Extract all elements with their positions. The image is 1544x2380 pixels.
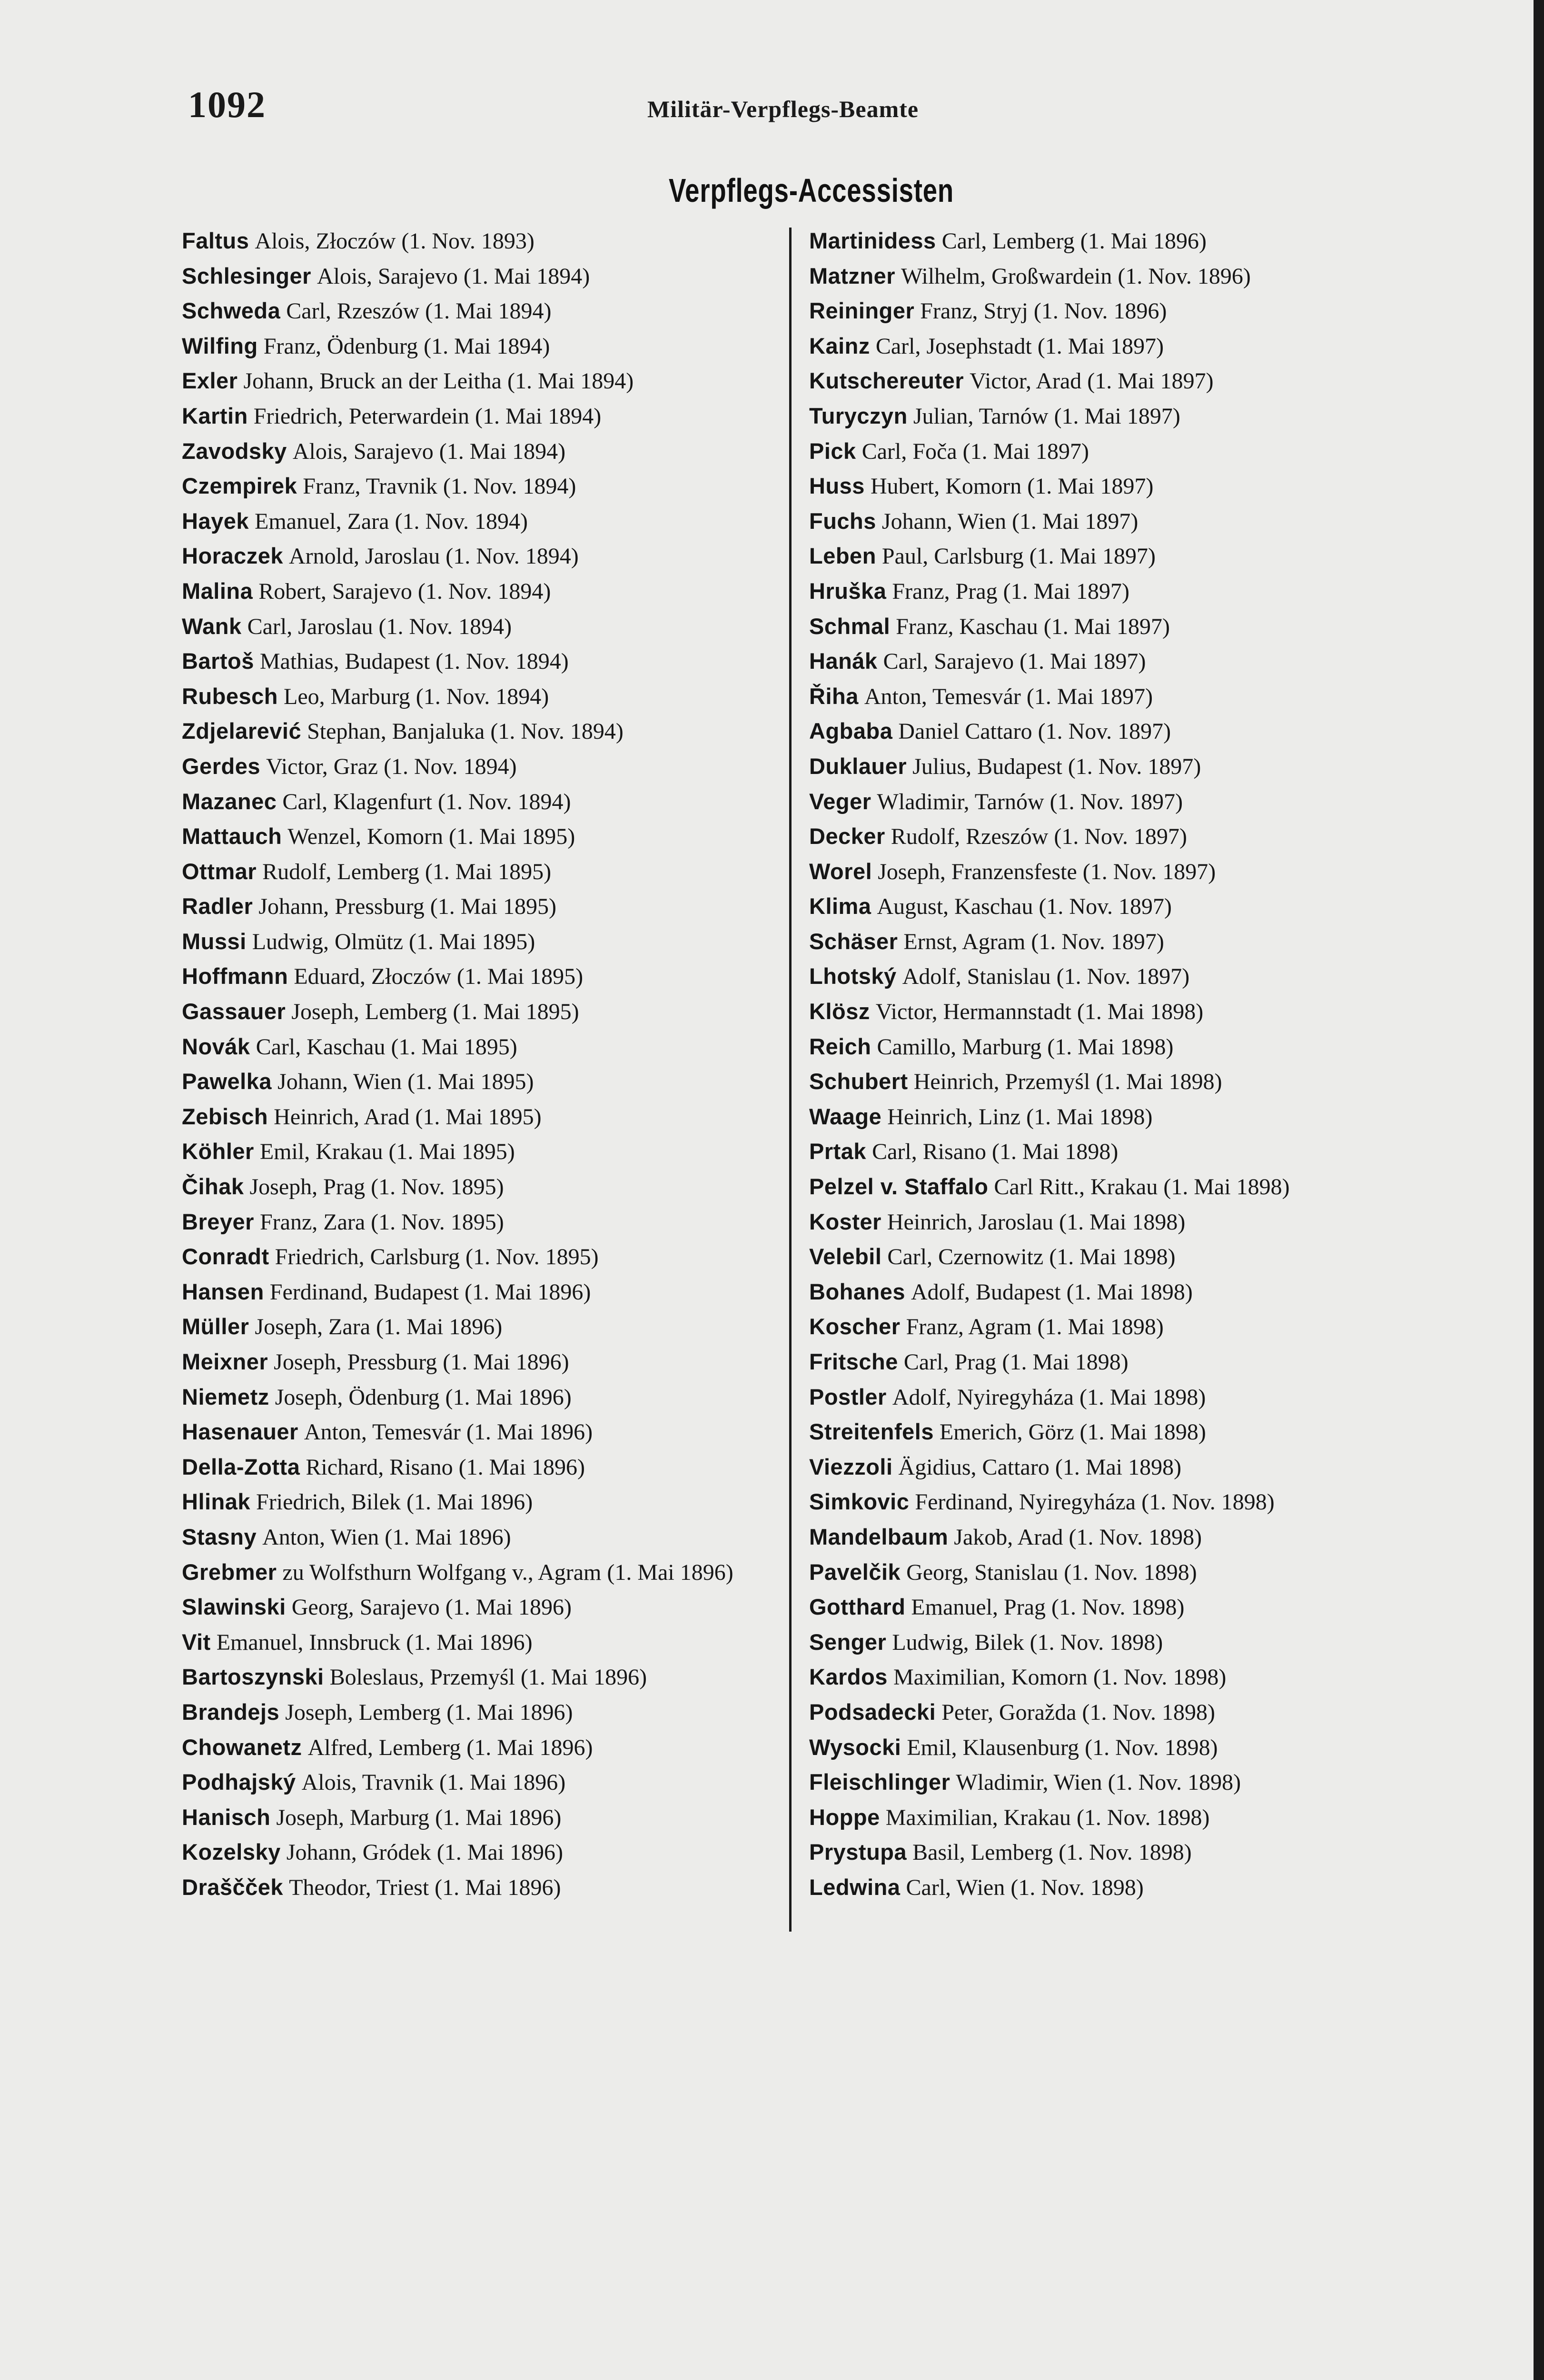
list-item <box>182 329 786 364</box>
entry-surname: Bartoš <box>182 648 254 674</box>
entry-details: Alois, Travnik (1. Mai 1896) <box>301 1770 566 1795</box>
list-item <box>809 644 1437 679</box>
list-item <box>182 1170 786 1205</box>
entry-surname: Czempirek <box>182 473 297 499</box>
entry-details: Franz, Kaschau (1. Mai 1897) <box>896 614 1170 639</box>
entry-surname: Leben <box>809 543 876 569</box>
entry-details: Rudolf, Lemberg (1. Mai 1895) <box>262 859 552 884</box>
list-item <box>809 294 1437 329</box>
entry-details: Boleslaus, Przemyśl (1. Mai 1896) <box>329 1665 647 1690</box>
entry-details: Carl, Kaschau (1. Mai 1895) <box>256 1034 517 1060</box>
entry-surname: Reininger <box>809 298 915 324</box>
list-item <box>182 434 786 469</box>
list-item <box>809 539 1437 574</box>
entry-surname: Conradt <box>182 1244 269 1269</box>
section-title: Verpflegs-Accessisten <box>669 172 954 209</box>
list-item <box>182 1870 786 1905</box>
list-item <box>182 364 786 399</box>
entry-surname: Schlesinger <box>182 263 311 288</box>
entry-details: Wilhelm, Großwardein (1. Nov. 1896) <box>901 263 1251 289</box>
entry-details: Emanuel, Innsbruck (1. Mai 1896) <box>216 1629 533 1655</box>
list-item <box>182 1415 786 1450</box>
list-item <box>182 1695 786 1730</box>
entry-details: Adolf, Nyiregyháza (1. Mai 1898) <box>892 1384 1206 1410</box>
entry-details: Arnold, Jaroslau (1. Nov. 1894) <box>289 544 579 569</box>
entry-details: Joseph, Marburg (1. Mai 1896) <box>276 1805 562 1830</box>
entry-surname: Niemetz <box>182 1384 269 1409</box>
entry-surname: Hoppe <box>809 1804 880 1830</box>
entry-surname: Hanisch <box>182 1804 271 1830</box>
list-item <box>809 1765 1437 1800</box>
entry-surname: Hanák <box>809 648 878 674</box>
entry-details: Camillo, Marburg (1. Mai 1898) <box>877 1034 1174 1060</box>
entry-details: Theodor, Triest (1. Mai 1896) <box>289 1874 561 1900</box>
entry-surname: Matzner <box>809 263 896 288</box>
entry-surname: Slawinski <box>182 1594 286 1620</box>
entry-details: Carl, Josephstadt (1. Mai 1897) <box>875 333 1164 359</box>
entry-details: Wladimir, Tarnów (1. Nov. 1897) <box>877 789 1183 814</box>
list-item <box>809 1345 1437 1380</box>
entry-surname: Podhajský <box>182 1769 296 1795</box>
entry-surname: Koster <box>809 1209 881 1234</box>
entry-surname: Schmal <box>809 613 891 639</box>
entry-details: Franz, Zara (1. Nov. 1895) <box>259 1209 504 1235</box>
entry-details: Richard, Risano (1. Mai 1896) <box>306 1454 585 1480</box>
entry-details: Carl, Lemberg (1. Mai 1896) <box>941 228 1207 254</box>
entry-surname: Brandejs <box>182 1699 280 1725</box>
list-item <box>182 1134 786 1170</box>
list-item <box>809 1625 1437 1660</box>
entry-surname: Pavelčik <box>809 1559 901 1585</box>
entry-details: Ludwig, Olmütz (1. Mai 1895) <box>252 929 535 954</box>
entry-surname: Wilfing <box>182 333 258 358</box>
list-item <box>809 854 1437 890</box>
entry-surname: Agbaba <box>809 718 893 744</box>
list-item <box>809 1380 1437 1415</box>
entry-details: Johann, Wien (1. Mai 1895) <box>277 1069 534 1095</box>
entry-surname: Müller <box>182 1314 249 1339</box>
page-number: 1092 <box>188 84 266 125</box>
list-item <box>809 749 1437 784</box>
entry-surname: Prystupa <box>809 1839 907 1865</box>
right-column <box>809 224 1437 1905</box>
entry-surname: Gotthard <box>809 1594 906 1620</box>
entry-details: Daniel Cattaro (1. Nov. 1897) <box>898 719 1171 744</box>
entry-surname: Kardos <box>809 1664 888 1690</box>
entry-details: Franz, Travnik (1. Nov. 1894) <box>303 474 576 499</box>
list-item <box>809 329 1437 364</box>
entry-details: Emil, Klausenburg (1. Nov. 1898) <box>907 1735 1218 1760</box>
entry-surname: Fuchs <box>809 508 876 534</box>
entry-surname: Řiha <box>809 683 859 709</box>
list-item <box>182 1590 786 1625</box>
list-item <box>809 609 1437 645</box>
entry-surname: Viezzoli <box>809 1454 893 1479</box>
entry-details: Carl, Klagenfurt (1. Nov. 1894) <box>282 789 571 814</box>
entry-details: Anton, Temesvár (1. Mai 1897) <box>864 684 1153 709</box>
list-item <box>809 1134 1437 1170</box>
entry-surname: Zebisch <box>182 1103 268 1129</box>
entry-surname: Reich <box>809 1033 871 1059</box>
list-item <box>809 399 1437 434</box>
entry-details: Johann, Bruck an der Leitha (1. Mai 1894) <box>243 368 634 394</box>
list-item <box>182 469 786 504</box>
entry-surname: Mandelbaum <box>809 1524 949 1549</box>
entry-details: Joseph, Lemberg (1. Mai 1895) <box>291 999 579 1025</box>
entry-surname: Chowanetz <box>182 1734 302 1760</box>
list-item <box>182 1064 786 1100</box>
entry-surname: Mazanec <box>182 788 277 814</box>
entry-surname: Ottmar <box>182 858 257 884</box>
entry-surname: Kainz <box>809 333 870 358</box>
entry-surname: Fleischlinger <box>809 1769 950 1795</box>
entry-details: Carl, Risano (1. Mai 1898) <box>872 1139 1118 1165</box>
list-item <box>182 854 786 890</box>
entry-details: August, Kaschau (1. Nov. 1897) <box>877 894 1172 920</box>
entry-details: Julius, Budapest (1. Nov. 1897) <box>912 754 1201 779</box>
list-item <box>809 1590 1437 1625</box>
entry-surname: Bartoszynski <box>182 1664 324 1690</box>
entry-details: zu Wolfsthurn Wolfgang v., Agram (1. Mai 1896) <box>282 1559 733 1585</box>
list-item <box>809 1240 1437 1275</box>
left-column <box>182 224 786 1905</box>
list-item <box>809 1275 1437 1310</box>
entry-surname: Novák <box>182 1033 250 1059</box>
entry-surname: Hlinak <box>182 1489 251 1515</box>
list-item <box>182 1625 786 1660</box>
entry-details: Alois, Sarajevo (1. Mai 1894) <box>292 438 566 464</box>
page-edge-shadow <box>1534 0 1544 2380</box>
entry-surname: Fritsche <box>809 1349 898 1374</box>
list-item <box>809 1695 1437 1730</box>
entry-details: Anton, Temesvár (1. Mai 1896) <box>304 1419 593 1445</box>
column-divider <box>789 228 792 1932</box>
list-item <box>182 924 786 960</box>
list-item <box>809 504 1437 539</box>
entry-details: Emil, Krakau (1. Mai 1895) <box>259 1139 515 1165</box>
entry-details: Joseph, Franzensfeste (1. Nov. 1897) <box>878 859 1216 884</box>
entry-details: Heinrich, Jaroslau (1. Mai 1898) <box>887 1209 1186 1235</box>
entry-details: Carl, Prag (1. Mai 1898) <box>903 1349 1128 1375</box>
entry-surname: Hoffmann <box>182 963 288 989</box>
entry-details: Carl, Czernowitz (1. Mai 1898) <box>887 1244 1176 1270</box>
entry-details: Carl, Wien (1. Nov. 1898) <box>906 1874 1144 1900</box>
list-item <box>182 1660 786 1695</box>
entry-details: Franz, Ödenburg (1. Mai 1894) <box>263 333 550 359</box>
entry-surname: Meixner <box>182 1349 268 1374</box>
entry-details: Friedrich, Bilek (1. Mai 1896) <box>256 1489 533 1515</box>
entry-surname: Senger <box>809 1629 887 1655</box>
list-item <box>182 1835 786 1870</box>
list-item <box>182 1800 786 1835</box>
list-item <box>809 1800 1437 1835</box>
list-item <box>182 1520 786 1555</box>
entry-surname: Faltus <box>182 228 249 253</box>
entry-surname: Čihak <box>182 1174 244 1200</box>
entry-details: Basil, Lemberg (1. Nov. 1898) <box>912 1840 1192 1865</box>
entry-surname: Postler <box>809 1384 887 1409</box>
list-item <box>182 1485 786 1520</box>
entry-surname: Wank <box>182 613 242 639</box>
entry-surname: Zavodsky <box>182 438 287 464</box>
entry-surname: Della-Zotta <box>182 1454 300 1479</box>
list-item <box>182 1380 786 1415</box>
list-item <box>809 1100 1437 1135</box>
list-item <box>182 609 786 645</box>
running-head: Militär-Verpflegs-Beamte <box>647 96 919 122</box>
list-item <box>182 1240 786 1275</box>
list-item <box>809 364 1437 399</box>
list-item <box>182 749 786 784</box>
list-item <box>809 574 1437 609</box>
list-item <box>182 294 786 329</box>
entry-details: Carl Ritt., Krakau (1. Mai 1898) <box>994 1174 1290 1200</box>
entry-details: Carl, Rzeszów (1. Mai 1894) <box>286 298 552 324</box>
list-item <box>182 714 786 749</box>
entry-surname: Klösz <box>809 999 870 1024</box>
list-item <box>182 819 786 854</box>
entry-surname: Horaczek <box>182 543 283 569</box>
entry-details: Johann, Pressburg (1. Mai 1895) <box>258 894 557 920</box>
list-item <box>809 434 1437 469</box>
entry-surname: Wysocki <box>809 1734 901 1760</box>
entry-details: Leo, Marburg (1. Nov. 1894) <box>284 684 549 709</box>
list-item <box>182 1730 786 1765</box>
entry-surname: Pick <box>809 438 856 464</box>
list-item <box>809 1415 1437 1450</box>
list-item <box>182 679 786 714</box>
entry-details: Alois, Złoczów (1. Nov. 1893) <box>255 228 534 254</box>
entry-details: Heinrich, Linz (1. Mai 1898) <box>887 1104 1153 1130</box>
entry-surname: Köhler <box>182 1139 254 1164</box>
entry-details: Ferdinand, Budapest (1. Mai 1896) <box>269 1279 591 1305</box>
list-item <box>182 1205 786 1240</box>
entry-surname: Klima <box>809 893 871 919</box>
list-item <box>182 1345 786 1380</box>
list-item <box>809 1730 1437 1765</box>
entry-details: Victor, Hermannstadt (1. Mai 1898) <box>875 999 1204 1025</box>
list-item <box>182 224 786 259</box>
list-item <box>182 1555 786 1590</box>
list-item <box>809 679 1437 714</box>
list-item <box>809 1870 1437 1905</box>
list-item <box>182 1275 786 1310</box>
entry-surname: Lhotský <box>809 963 897 989</box>
entry-details: Rudolf, Rzeszów (1. Nov. 1897) <box>891 824 1187 850</box>
list-item <box>809 224 1437 259</box>
entry-details: Ludwig, Bilek (1. Nov. 1898) <box>892 1629 1163 1655</box>
list-item <box>809 784 1437 820</box>
entry-surname: Pelzel v. Staffalo <box>809 1174 989 1200</box>
list-item <box>182 399 786 434</box>
entry-surname: Kartin <box>182 403 248 428</box>
entry-details: Emanuel, Prag (1. Nov. 1898) <box>911 1595 1185 1620</box>
entry-surname: Malina <box>182 578 253 604</box>
entry-details: Alfred, Lemberg (1. Mai 1896) <box>307 1735 593 1760</box>
entry-surname: Gassauer <box>182 999 286 1024</box>
entry-surname: Koscher <box>809 1314 901 1339</box>
entry-surname: Mattauch <box>182 823 282 849</box>
entry-details: Eduard, Złoczów (1. Mai 1895) <box>294 964 584 990</box>
entry-surname: Grebmer <box>182 1559 277 1585</box>
list-item <box>809 1205 1437 1240</box>
entry-surname: Waage <box>809 1103 882 1129</box>
entry-details: Johann, Gródek (1. Mai 1896) <box>286 1840 564 1865</box>
list-item <box>182 1100 786 1135</box>
entry-surname: Bohanes <box>809 1279 905 1304</box>
entry-surname: Kutschereuter <box>809 368 964 394</box>
entry-surname: Schäser <box>809 928 898 954</box>
entry-details: Franz, Prag (1. Mai 1897) <box>892 578 1129 604</box>
entry-surname: Velebil <box>809 1244 882 1269</box>
entry-details: Friedrich, Carlsburg (1. Nov. 1895) <box>275 1244 599 1270</box>
list-item <box>809 1485 1437 1520</box>
entry-surname: Martinidess <box>809 228 936 253</box>
entry-details: Georg, Sarajevo (1. Mai 1896) <box>291 1595 572 1620</box>
list-item <box>182 539 786 574</box>
entry-surname: Gerdes <box>182 753 260 779</box>
entry-details: Victor, Arad (1. Mai 1897) <box>970 368 1214 394</box>
list-item <box>182 644 786 679</box>
entry-surname: Schubert <box>809 1069 908 1094</box>
entry-details: Adolf, Stanislau (1. Nov. 1897) <box>902 964 1190 990</box>
entry-surname: Podsadecki <box>809 1699 936 1725</box>
entry-surname: Radler <box>182 893 253 919</box>
entry-surname: Decker <box>809 823 885 849</box>
list-item <box>809 994 1437 1030</box>
entry-details: Paul, Carlsburg (1. Mai 1897) <box>881 544 1156 569</box>
entry-details: Hubert, Komorn (1. Mai 1897) <box>870 474 1154 499</box>
entry-details: Joseph, Ödenburg (1. Mai 1896) <box>275 1384 572 1410</box>
list-item <box>809 924 1437 960</box>
list-item <box>809 1309 1437 1345</box>
entry-details: Stephan, Banjaluka (1. Nov. 1894) <box>307 719 624 744</box>
entry-surname: Simkovic <box>809 1489 910 1515</box>
list-item <box>809 889 1437 924</box>
entry-details: Ernst, Agram (1. Nov. 1897) <box>903 929 1164 954</box>
list-item <box>182 1030 786 1065</box>
list-item <box>182 1309 786 1345</box>
entry-details: Ferdinand, Nyiregyháza (1. Nov. 1898) <box>915 1489 1275 1515</box>
list-item <box>809 1064 1437 1100</box>
entry-details: Franz, Agram (1. Mai 1898) <box>906 1314 1164 1340</box>
list-item <box>182 784 786 820</box>
entry-surname: Hasenauer <box>182 1419 298 1445</box>
list-item <box>182 504 786 539</box>
entry-details: Emerich, Görz (1. Mai 1898) <box>939 1419 1206 1445</box>
entry-details: Anton, Wien (1. Mai 1896) <box>262 1524 511 1550</box>
entry-details: Heinrich, Arad (1. Mai 1895) <box>274 1104 542 1130</box>
list-item <box>809 1520 1437 1555</box>
list-item <box>809 259 1437 294</box>
entry-surname: Draščček <box>182 1874 284 1900</box>
entry-surname: Worel <box>809 858 872 884</box>
entry-surname: Prtak <box>809 1139 867 1164</box>
entry-details: Carl, Sarajevo (1. Mai 1897) <box>883 649 1146 674</box>
list-item <box>809 714 1437 749</box>
entry-surname: Pawelka <box>182 1069 272 1094</box>
list-item <box>182 1765 786 1800</box>
entry-details: Heinrich, Przemyśl (1. Mai 1898) <box>913 1069 1222 1095</box>
list-item <box>809 1450 1437 1485</box>
entry-surname: Hruška <box>809 578 887 604</box>
entry-details: Maximilian, Komorn (1. Nov. 1898) <box>893 1665 1227 1690</box>
entry-details: Peter, Goražda (1. Nov. 1898) <box>941 1699 1216 1725</box>
entry-details: Adolf, Budapest (1. Mai 1898) <box>911 1279 1193 1305</box>
list-item <box>182 1450 786 1485</box>
list-item <box>182 959 786 994</box>
list-item <box>809 819 1437 854</box>
entry-details: Robert, Sarajevo (1. Nov. 1894) <box>258 578 551 604</box>
entry-details: Victor, Graz (1. Nov. 1894) <box>266 754 517 779</box>
entry-details: Emanuel, Zara (1. Nov. 1894) <box>255 508 528 534</box>
entry-details: Carl, Jaroslau (1. Nov. 1894) <box>247 614 512 639</box>
entry-surname: Huss <box>809 473 865 499</box>
entry-surname: Kozelsky <box>182 1839 281 1865</box>
entry-surname: Ledwina <box>809 1874 901 1900</box>
list-item <box>809 1555 1437 1590</box>
list-item <box>182 889 786 924</box>
entry-surname: Schweda <box>182 298 281 324</box>
entry-details: Alois, Sarajevo (1. Mai 1894) <box>317 263 590 289</box>
entry-surname: Breyer <box>182 1209 254 1234</box>
list-item <box>809 1660 1437 1695</box>
entry-details: Joseph, Prag (1. Nov. 1895) <box>249 1174 504 1200</box>
entry-details: Carl, Foča (1. Mai 1897) <box>861 438 1089 464</box>
list-item <box>809 1170 1437 1205</box>
entry-details: Georg, Stanislau (1. Nov. 1898) <box>906 1559 1197 1585</box>
list-item <box>809 1835 1437 1870</box>
entry-details: Mathias, Budapest (1. Nov. 1894) <box>259 649 569 674</box>
entry-surname: Zdjelarević <box>182 718 302 744</box>
entry-details: Wenzel, Komorn (1. Mai 1895) <box>287 824 575 850</box>
entry-surname: Streitenfels <box>809 1419 934 1445</box>
entry-details: Jakob, Arad (1. Nov. 1898) <box>954 1524 1202 1550</box>
entry-details: Joseph, Pressburg (1. Mai 1896) <box>274 1349 569 1375</box>
entry-surname: Duklauer <box>809 753 907 779</box>
list-item <box>809 1030 1437 1065</box>
list-item <box>809 469 1437 504</box>
entry-surname: Hayek <box>182 508 249 534</box>
entry-surname: Stasny <box>182 1524 257 1549</box>
entry-details: Franz, Stryj (1. Nov. 1896) <box>920 298 1167 324</box>
entry-surname: Hansen <box>182 1279 264 1304</box>
entry-details: Ägidius, Cattaro (1. Mai 1898) <box>898 1454 1182 1480</box>
list-item <box>182 994 786 1030</box>
entry-surname: Rubesch <box>182 683 278 709</box>
entry-details: Johann, Wien (1. Mai 1897) <box>881 508 1138 534</box>
entry-details: Joseph, Zara (1. Mai 1896) <box>255 1314 503 1340</box>
list-item <box>182 259 786 294</box>
entry-surname: Mussi <box>182 928 247 954</box>
entry-details: Julian, Tarnów (1. Mai 1897) <box>913 403 1180 429</box>
list-item <box>809 959 1437 994</box>
entry-details: Joseph, Lemberg (1. Mai 1896) <box>285 1699 573 1725</box>
entry-surname: Veger <box>809 788 871 814</box>
entry-details: Wladimir, Wien (1. Nov. 1898) <box>956 1770 1241 1795</box>
entry-surname: Exler <box>182 368 238 394</box>
entry-surname: Vit <box>182 1629 211 1655</box>
entry-details: Maximilian, Krakau (1. Nov. 1898) <box>885 1805 1210 1830</box>
list-item <box>182 574 786 609</box>
entry-surname: Turyczyn <box>809 403 908 428</box>
entry-details: Friedrich, Peterwardein (1. Mai 1894) <box>253 403 602 429</box>
